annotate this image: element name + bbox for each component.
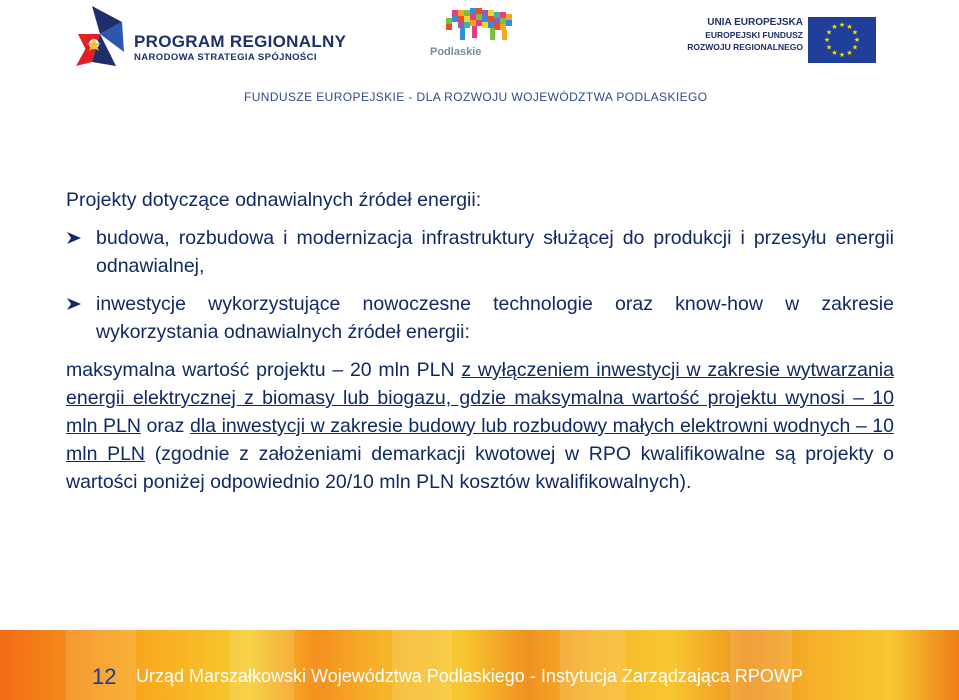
bullet-list bbox=[66, 224, 894, 346]
svg-text:★: ★ bbox=[851, 28, 859, 37]
footer-stripe bbox=[230, 630, 294, 700]
footer-stripe bbox=[560, 630, 626, 700]
slide-body bbox=[66, 186, 894, 496]
bullet-text: inwestycje wykorzystujące nowoczesne technologie oraz know-how w zakresie wykorzystania odnawialnych źródeł energii: bbox=[96, 293, 894, 343]
funding-limits-paragraph bbox=[66, 356, 894, 496]
paragraph-part: oraz bbox=[140, 415, 190, 437]
header-tagline: FUNDUSZE EUROPEJSKIE - DLA ROZWOJU WOJEWÓDZTWA PODLASKIEGO bbox=[244, 90, 708, 104]
paragraph-underlined-part: z wyłączeniem inwestycji w zakresie wytwarzania energii elektrycznej z biomasy lub biogazu, gdzie maksymalna wartość projektu wynosi – 10 mln PLN bbox=[66, 359, 894, 437]
paragraph-part: (zgodnie z założeniami demarkacji kwotowej w RPO kwalifikowalne są projekty o wartości poniżej odpowiednio 20/10 mln PLN kosztów kwalifikowalnych). bbox=[66, 443, 894, 493]
footer-institution: Urząd Marszałkowski Województwa Podlaskiego - Instytucja Zarządzająca RPOWP bbox=[136, 666, 803, 686]
nss-star-logo-icon bbox=[72, 4, 128, 74]
list-item bbox=[66, 224, 894, 280]
svg-text:★: ★ bbox=[846, 49, 853, 57]
footer-stripe bbox=[730, 630, 792, 700]
slide-footer bbox=[0, 630, 959, 700]
svg-text:★: ★ bbox=[825, 28, 833, 37]
svg-text:★: ★ bbox=[823, 36, 831, 44]
eu-fund-name-line2: ROZWOJU REGIONALNEGO bbox=[687, 42, 803, 52]
eu-flag-icon bbox=[808, 17, 876, 63]
svg-text:★: ★ bbox=[838, 51, 846, 59]
list-item bbox=[66, 290, 894, 346]
svg-text:★: ★ bbox=[853, 36, 861, 44]
slide-header bbox=[0, 0, 959, 110]
arrowhead-bullet-icon bbox=[66, 297, 82, 311]
svg-text:★: ★ bbox=[831, 49, 838, 57]
footer-stripe bbox=[392, 630, 452, 700]
svg-text:★: ★ bbox=[838, 21, 846, 29]
svg-text:★: ★ bbox=[851, 43, 859, 52]
podlaskie-label: Podlaskie bbox=[430, 46, 482, 58]
paragraph-part: maksymalna wartość projektu – 20 mln PLN bbox=[66, 359, 462, 381]
podlaskie-logo bbox=[430, 4, 540, 64]
paragraph-underlined-part: dla inwestycji w zakresie budowy lub rozbudowy małych elektrowni wodnych – 10 mln PLN bbox=[66, 415, 894, 465]
program-regionalny-logo bbox=[72, 4, 352, 76]
bullet-text: budowa, rozbudowa i modernizacja infrastruktury służącej do produkcji i przesyłu energii odnawialnej, bbox=[96, 227, 894, 277]
eu-name: UNIA EUROPEJSKA bbox=[707, 17, 803, 28]
bison-mosaic-logo-icon bbox=[430, 4, 540, 48]
svg-text:★: ★ bbox=[846, 23, 853, 31]
program-title: PROGRAM REGIONALNY bbox=[134, 32, 347, 51]
program-subtitle: NARODOWA STRATEGIA SPÓJNOŚCI bbox=[134, 52, 317, 63]
arrowhead-bullet-icon bbox=[66, 231, 82, 245]
eu-fund-text bbox=[678, 17, 803, 53]
page-number: 12 bbox=[92, 664, 117, 689]
eu-fund-name-line1: EUROPEJSKI FUNDUSZ bbox=[705, 30, 803, 40]
svg-text:★: ★ bbox=[825, 43, 833, 52]
svg-text:★: ★ bbox=[831, 23, 838, 31]
eu-fund-logo bbox=[668, 17, 883, 67]
intro-heading: Projekty dotyczące odnawialnych źródeł energii: bbox=[66, 189, 482, 211]
